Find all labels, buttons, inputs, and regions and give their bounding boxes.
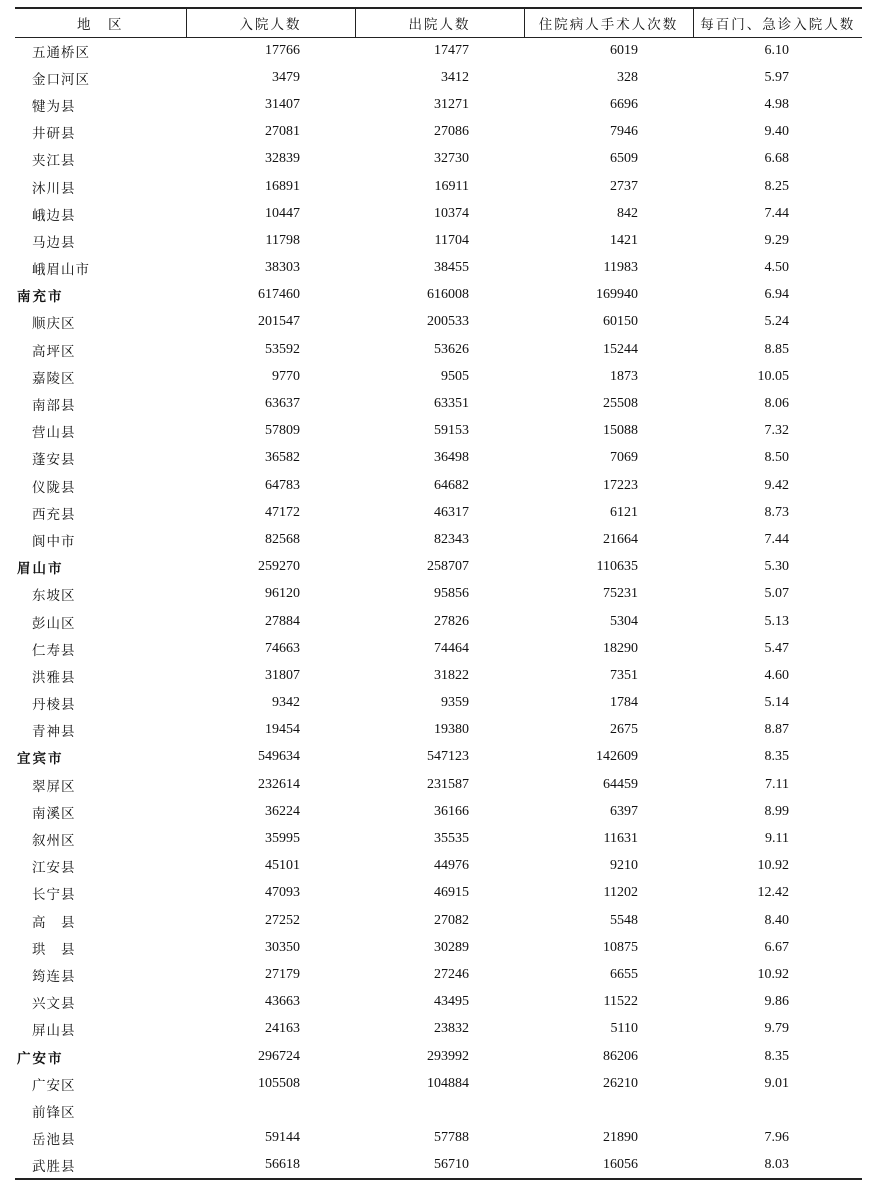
district-row [15,1070,862,1097]
discharges-cell: 59153 [434,423,469,439]
admissions-cell: 19454 [265,722,300,738]
region-cell: 岳池县 [32,1132,76,1149]
region-cell: 仪陇县 [32,479,76,496]
district-row [15,662,862,689]
surgeries-cell: 5110 [610,1021,638,1037]
discharges-cell: 74464 [434,640,469,656]
region-cell: 东坡区 [32,588,76,605]
region-cell: 井研县 [32,126,76,143]
surgeries-cell: 11202 [603,885,638,901]
header-admission-rate: 每百门、急诊入院人数 [693,8,862,37]
surgeries-cell: 15244 [603,341,638,357]
admission-rate-cell: 9.40 [764,124,789,140]
admission-rate-cell: 5.24 [764,314,789,330]
discharges-cell: 36498 [434,450,469,466]
surgeries-cell: 21890 [603,1130,638,1146]
region-cell: 叙州区 [32,833,76,850]
surgeries-cell: 64459 [603,776,638,792]
discharges-cell: 27246 [434,966,469,982]
admission-rate-cell: 12.42 [757,885,789,901]
discharges-cell: 57788 [434,1130,469,1146]
district-row [15,1125,862,1152]
admissions-cell: 47172 [265,504,300,520]
admission-rate-cell: 7.32 [764,423,789,439]
discharges-cell: 11704 [434,232,469,248]
surgeries-cell: 169940 [596,287,638,303]
district-row [15,853,862,880]
surgeries-cell: 18290 [603,640,638,656]
admission-rate-cell: 8.35 [764,1048,789,1064]
admission-rate-cell: 5.14 [764,695,789,711]
discharges-cell [355,1097,524,1124]
admissions-cell: 9770 [272,368,300,384]
admission-rate-cell: 8.87 [764,722,789,738]
surgeries-cell: 6509 [610,151,638,167]
surgeries-cell: 60150 [603,314,638,330]
district-row [15,390,862,417]
district-row [15,363,862,390]
district-row [15,771,862,798]
discharges-cell: 95856 [434,586,469,602]
admissions-cell [186,1097,355,1124]
admission-rate-cell: 10.92 [757,858,789,874]
district-row [15,64,862,91]
district-row [15,989,862,1016]
discharges-cell: 231587 [427,776,469,792]
discharges-cell: 293992 [427,1048,469,1064]
admissions-cell: 31407 [265,96,300,112]
discharges-cell: 43495 [434,994,469,1010]
discharges-cell: 31271 [434,96,469,112]
surgeries-cell: 2737 [610,178,638,194]
admission-rate-cell: 9.11 [765,831,789,847]
discharges-cell: 63351 [434,396,469,412]
admission-rate-cell: 10.92 [757,966,789,982]
discharges-cell: 46317 [434,504,469,520]
discharges-cell: 46915 [434,885,469,901]
district-row [15,907,862,934]
admission-rate-cell: 9.86 [764,994,789,1010]
region-cell: 彭山区 [32,615,76,632]
admission-rate-cell: 6.94 [764,287,789,303]
region-cell: 高 县 [32,914,76,931]
discharges-cell: 547123 [427,749,469,765]
admission-rate-cell: 5.47 [764,640,789,656]
admissions-cell: 38303 [265,260,300,276]
admissions-cell: 36582 [265,450,300,466]
admissions-cell: 56618 [186,1152,355,1179]
region-cell: 南部县 [32,398,76,415]
region-cell: 武胜县 [15,1152,186,1179]
admission-rate-cell: 8.50 [764,450,789,466]
surgeries-cell: 1873 [610,368,638,384]
admissions-cell: 27081 [265,124,300,140]
header-row [15,8,862,37]
admissions-cell: 232614 [258,776,300,792]
district-row [15,581,862,608]
admission-rate-cell: 10.05 [757,368,789,384]
region-cell: 珙 县 [32,941,76,958]
admission-rate-cell: 7.96 [764,1130,789,1146]
admissions-cell: 105508 [258,1075,300,1091]
region-cell: 高坪区 [32,343,76,360]
admissions-cell: 64783 [265,477,300,493]
admission-rate-cell: 5.07 [764,586,789,602]
region-cell: 丹棱县 [32,697,76,714]
region-cell: 兴文县 [32,996,76,1013]
admissions-cell: 549634 [258,749,300,765]
admission-rate-cell: 8.73 [764,504,789,520]
district-row [15,526,862,553]
discharges-cell: 200533 [427,314,469,330]
header-admissions: 入院人数 [186,8,355,37]
discharges-cell: 30289 [434,939,469,955]
discharges-cell: 23832 [434,1021,469,1037]
admissions-cell: 31807 [265,667,300,683]
district-row [15,472,862,499]
surgeries-cell: 7069 [610,450,638,466]
admission-rate-cell: 8.99 [764,803,789,819]
district-row [15,934,862,961]
surgeries-cell: 15088 [603,423,638,439]
district-row [15,309,862,336]
region-cell: 峨眉山市 [32,262,90,279]
admissions-cell: 74663 [265,640,300,656]
admission-rate-cell: 7.44 [764,531,789,547]
admissions-cell: 201547 [258,314,300,330]
region-cell: 南溪区 [32,805,76,822]
table-header [15,8,862,37]
header-surgeries: 住院病人手术人次数 [524,8,693,37]
city-row [15,554,862,581]
admissions-cell: 259270 [258,559,300,575]
region-cell: 洪雅县 [32,669,76,686]
region-cell: 夹江县 [32,153,76,170]
admission-rate-cell: 8.06 [764,396,789,412]
discharges-cell: 104884 [427,1075,469,1091]
surgeries-cell: 7946 [610,124,638,140]
admission-rate-cell: 9.42 [764,477,789,493]
region-cell: 江安县 [32,860,76,877]
region-cell: 西充县 [32,506,76,523]
admission-rate-cell: 8.35 [764,749,789,765]
admission-rate-cell: 9.01 [764,1075,789,1091]
region-cell: 嘉陵区 [32,370,76,387]
admissions-cell: 32839 [265,151,300,167]
discharges-cell: 3412 [441,69,469,85]
region-cell: 广安区 [32,1077,76,1094]
region-cell: 犍为县 [32,98,76,115]
region-cell: 金口河区 [32,71,90,88]
region-cell: 顺庆区 [32,316,76,333]
surgeries-cell: 7351 [610,667,638,683]
header-discharges: 出院人数 [355,8,524,37]
surgeries-cell: 26210 [603,1075,638,1091]
region-cell: 仁寿县 [32,642,76,659]
admissions-cell: 47093 [265,885,300,901]
surgeries-cell: 75231 [603,586,638,602]
district-row [15,255,862,282]
district-row [15,635,862,662]
admissions-cell: 57809 [265,423,300,439]
region-cell: 蓬安县 [32,452,76,469]
admissions-cell: 59144 [265,1130,300,1146]
district-row [15,336,862,363]
discharges-cell: 17477 [434,42,469,58]
surgeries-cell: 11983 [603,260,638,276]
region-cell: 翠屏区 [32,778,76,795]
admissions-cell: 27179 [265,966,300,982]
discharges-cell: 53626 [434,341,469,357]
admission-rate-cell: 8.40 [764,912,789,928]
admission-rate-cell: 6.68 [764,151,789,167]
surgeries-cell: 9210 [610,858,638,874]
district-row [15,880,862,907]
district-row [15,91,862,118]
discharges-cell: 44976 [434,858,469,874]
table-body [15,37,862,1179]
surgeries-cell: 6696 [610,96,638,112]
discharges-cell: 56710 [355,1152,524,1179]
admissions-cell: 11798 [265,232,300,248]
admissions-cell: 16891 [265,178,300,194]
region-cell: 宜宾市 [17,751,64,768]
discharges-cell: 32730 [434,151,469,167]
district-row [15,119,862,146]
discharges-cell: 27086 [434,124,469,140]
admission-rate-cell [693,1097,862,1124]
discharges-cell: 258707 [427,559,469,575]
admissions-cell: 30350 [265,939,300,955]
admission-rate-cell: 5.13 [764,613,789,629]
district-row [15,1152,862,1179]
surgeries-cell: 142609 [596,749,638,765]
surgeries-cell: 842 [617,205,638,221]
admission-rate-cell: 4.60 [764,667,789,683]
discharges-cell: 16911 [434,178,469,194]
region-cell: 筠连县 [32,968,76,985]
surgeries-cell [524,1097,693,1124]
admissions-cell: 36224 [265,803,300,819]
surgeries-cell: 16056 [524,1152,693,1179]
surgeries-cell: 17223 [603,477,638,493]
admission-rate-cell: 5.30 [764,559,789,575]
city-row [15,282,862,309]
surgeries-cell: 6121 [610,504,638,520]
admissions-cell: 27252 [265,912,300,928]
district-row [15,717,862,744]
district-row [15,1016,862,1043]
district-row [15,37,862,64]
admissions-cell: 82568 [265,531,300,547]
surgeries-cell: 11631 [603,831,638,847]
district-row [15,798,862,825]
surgeries-cell: 5304 [610,613,638,629]
admissions-cell: 43663 [265,994,300,1010]
surgeries-cell: 5548 [610,912,638,928]
district-row [15,146,862,173]
discharges-cell: 19380 [434,722,469,738]
surgeries-cell: 25508 [603,396,638,412]
admissions-cell: 96120 [265,586,300,602]
district-row [15,608,862,635]
region-cell: 阆中市 [32,533,76,550]
admission-rate-cell: 4.50 [764,260,789,276]
discharges-cell: 31822 [434,667,469,683]
district-row [15,227,862,254]
admissions-cell: 24163 [265,1021,300,1037]
discharges-cell: 35535 [434,831,469,847]
discharges-cell: 82343 [434,531,469,547]
district-row [15,961,862,988]
district-row [15,499,862,526]
region-cell: 广安市 [17,1050,64,1067]
discharges-cell: 616008 [427,287,469,303]
admission-rate-cell: 5.97 [764,69,789,85]
header-region: 地 区 [15,8,186,37]
region-cell: 沐川县 [32,180,76,197]
city-row [15,744,862,771]
admissions-cell: 17766 [265,42,300,58]
admissions-cell: 10447 [265,205,300,221]
region-cell: 营山县 [32,425,76,442]
region-cell: 前锋区 [32,1104,76,1121]
district-row [15,173,862,200]
discharges-cell: 36166 [434,803,469,819]
discharges-cell: 27082 [434,912,469,928]
region-cell: 屏山县 [32,1023,76,1040]
admission-rate-cell: 9.79 [764,1021,789,1037]
surgeries-cell: 21664 [603,531,638,547]
admissions-cell: 35995 [265,831,300,847]
admission-rate-cell: 9.29 [764,232,789,248]
discharges-cell: 64682 [434,477,469,493]
admission-rate-cell: 8.03 [693,1152,862,1179]
surgeries-cell: 2675 [610,722,638,738]
admissions-cell: 27884 [265,613,300,629]
admissions-cell: 617460 [258,287,300,303]
surgeries-cell: 1421 [610,232,638,248]
surgeries-cell: 10875 [603,939,638,955]
discharges-cell: 27826 [434,613,469,629]
surgeries-cell: 6397 [610,803,638,819]
admission-rate-cell: 4.98 [764,96,789,112]
district-row [15,445,862,472]
region-cell: 长宁县 [32,887,76,904]
admission-rate-cell: 7.11 [765,776,789,792]
region-cell: 峨边县 [32,207,76,224]
admission-rate-cell: 6.67 [764,939,789,955]
district-row [15,418,862,445]
discharges-cell: 9505 [441,368,469,384]
region-cell: 眉山市 [17,561,64,578]
hospital-admissions-table [15,7,862,1180]
admission-rate-cell: 6.10 [764,42,789,58]
region-cell: 南充市 [17,289,64,306]
admissions-cell: 3479 [272,69,300,85]
district-row [15,825,862,852]
region-cell: 青神县 [32,724,76,741]
surgeries-cell: 1784 [610,695,638,711]
surgeries-cell: 6655 [610,966,638,982]
discharges-cell: 38455 [434,260,469,276]
admissions-cell: 9342 [272,695,300,711]
surgeries-cell: 328 [617,69,638,85]
region-cell: 马边县 [32,234,76,251]
district-row [15,690,862,717]
admission-rate-cell: 8.25 [764,178,789,194]
district-row [15,200,862,227]
admissions-cell: 53592 [265,341,300,357]
admission-rate-cell: 7.44 [764,205,789,221]
admissions-cell: 296724 [258,1048,300,1064]
surgeries-cell: 6019 [610,42,638,58]
surgeries-cell: 86206 [603,1048,638,1064]
surgeries-cell: 110635 [596,559,638,575]
city-row [15,1043,862,1070]
region-cell: 五通桥区 [32,44,90,61]
district-row [15,1097,862,1124]
discharges-cell: 9359 [441,695,469,711]
admission-rate-cell: 8.85 [764,341,789,357]
admissions-cell: 45101 [265,858,300,874]
admissions-cell: 63637 [265,396,300,412]
discharges-cell: 10374 [434,205,469,221]
surgeries-cell: 11522 [603,994,638,1010]
